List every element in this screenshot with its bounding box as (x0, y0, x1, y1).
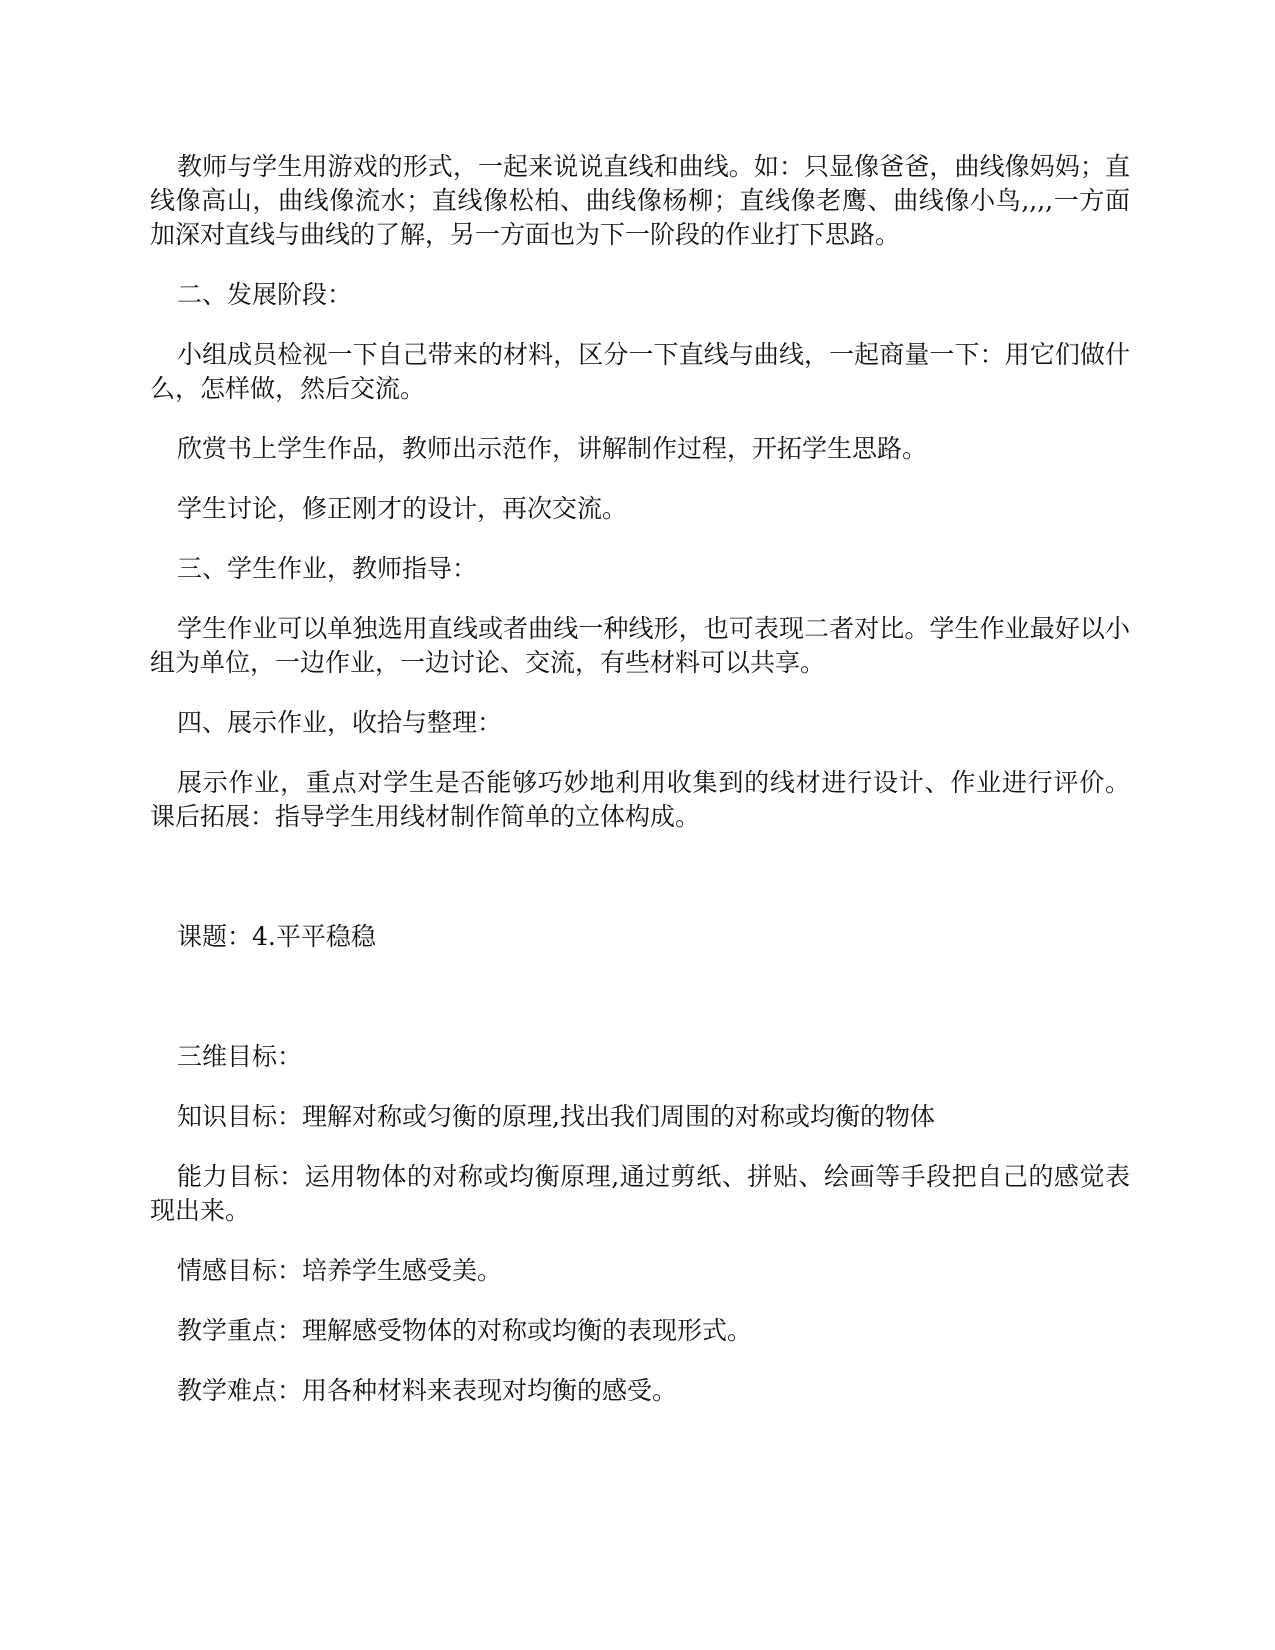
appreciate-works-paragraph: 欣赏书上学生作品，教师出示范作，讲解制作过程，开拓学生思路。 (177, 434, 928, 463)
emotion-goal: 情感目标：培养学生感受美。 (177, 1256, 503, 1285)
group-materials-paragraph: 小组成员检视一下自己带来的材料，区分一下直线与曲线，一起商量一下：用它们做什么，怎样做，然后交流。 (150, 340, 1130, 403)
section-heading-homework: 三、学生作业，教师指导： (177, 554, 478, 583)
lesson-title: 课题：4.平平稳稳 (177, 922, 376, 951)
three-dimensional-goals-heading: 三维目标： (177, 1042, 303, 1071)
knowledge-goal: 知识目标：理解对称或匀衡的原理,找出我们周围的对称或均衡的物体 (177, 1102, 935, 1131)
teaching-difficulty: 教学难点：用各种材料来表现对均衡的感受。 (177, 1376, 678, 1405)
ability-goal: 能力目标：运用物体的对称或均衡原理,通过剪纸、拼贴、绘画等手段把自己的感觉表现出来。 (150, 1162, 1130, 1225)
document-page (150, 150, 1130, 1408)
intro-game-paragraph: 教师与学生用游戏的形式，一起来说说直线和曲线。如：只显像爸爸，曲线像妈妈；直线像高山，曲线像流水；直线像松柏、曲线像杨柳；直线像老鹰、曲线像小鸟,,,,一方面加深对直线与曲线的了解，另一方面也为下一阶段的作业打下思路。 (150, 152, 1130, 249)
display-paragraph: 展示作业，重点对学生是否能够巧妙地利用收集到的线材进行设计、作业进行评价。 课后拓展：指导学生用线材制作简单的立体构成。 (150, 768, 1130, 831)
section-heading-display: 四、展示作业，收拾与整理： (177, 708, 503, 737)
teaching-focus: 教学重点：理解感受物体的对称或均衡的表现形式。 (177, 1316, 753, 1345)
section-heading-development: 二、发展阶段： (177, 280, 353, 309)
homework-paragraph: 学生作业可以单独选用直线或者曲线一种线形，也可表现二者对比。学生作业最好以小组为单位，一边作业，一边讨论、交流，有些材料可以共享。 (150, 614, 1130, 677)
student-discussion-paragraph: 学生讨论，修正刚才的设计，再次交流。 (177, 494, 628, 523)
